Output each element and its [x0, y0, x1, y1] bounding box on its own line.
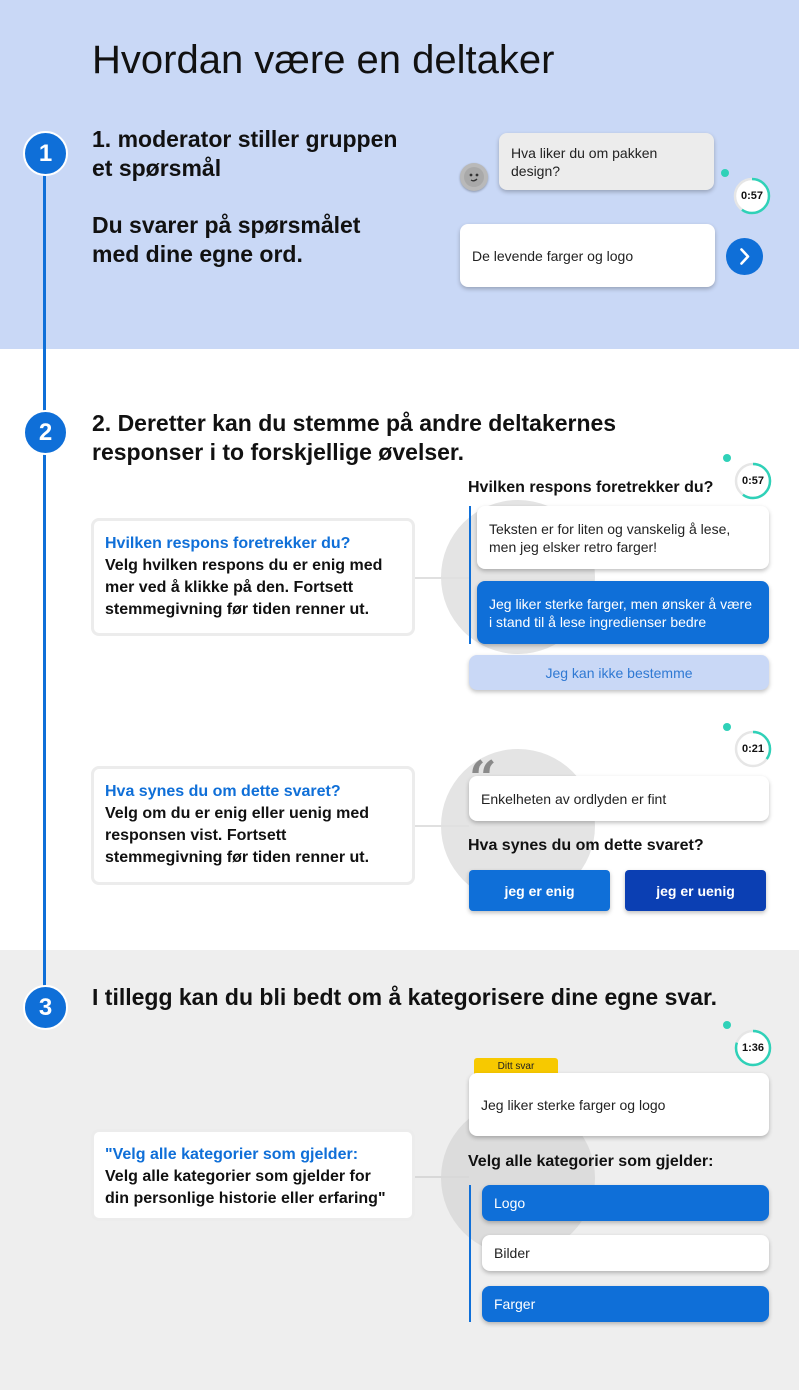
exercise-3-card-line2: din personlige historie eller erfaring" [105, 1190, 386, 1207]
moderator-question-line1: Hva liker du om pakken [511, 144, 658, 161]
connector-line [415, 825, 469, 827]
section-1-heading-line2: et spørsmål [92, 155, 222, 181]
send-button[interactable] [726, 238, 763, 275]
answer-input-text: De levende farger og logo [472, 247, 634, 264]
undecided-button[interactable]: Jeg kan ikke bestemme [469, 655, 769, 690]
response-option-2-line2: i stand til å lese ingredienser bedre [489, 613, 707, 630]
exercise-2-card [91, 766, 415, 885]
exercise-1-card-title: Hvilken respons foretrekker du? [105, 535, 351, 552]
options-bar [469, 506, 471, 644]
section-2-heading-line1: 2. Deretter kan du stemme på andre deltakernes [92, 410, 617, 436]
category-option-farger[interactable] [482, 1286, 769, 1322]
timer-dot [723, 723, 731, 731]
section-2-heading [92, 409, 616, 467]
exercise-1-card-line2: mer ved å klikke på den. Fortsett [105, 579, 354, 596]
own-answer-card [469, 1073, 769, 1136]
exercise-2-question: Hva synes du om dette svaret? [468, 837, 704, 854]
connector-line [415, 1176, 469, 1178]
timer-exercise-2 [734, 730, 772, 768]
exercise-1-card-line1: Velg hvilken respons du er enig med [105, 557, 383, 574]
connector-line [415, 577, 469, 579]
step-2-marker: 2 [23, 410, 68, 455]
exercise-2-card-title: Hva synes du om dette svaret? [105, 783, 341, 800]
category-option-logo[interactable] [482, 1185, 769, 1221]
timer-section-1 [733, 177, 771, 215]
exercise-3-card [91, 1129, 415, 1221]
category-label: Bilder [494, 1245, 530, 1261]
timer-exercise-2-label: 0:21 [741, 743, 765, 755]
exercise-1-card-line3: stemmegivning før tiden renner ut. [105, 601, 370, 618]
exercise-2-card-line1: Velg om du er enig eller uenig med [105, 805, 370, 822]
exercise-3-card-title: "Velg alle kategorier som gjelder: [105, 1146, 359, 1163]
timer-exercise-1-label: 0:57 [741, 475, 765, 487]
exercise-2-card-line2: responsen vist. Fortsett [105, 827, 287, 844]
step-1-marker: 1 [23, 131, 68, 176]
exercise-1-card [91, 518, 415, 636]
quoted-response [469, 776, 769, 821]
page-title: Hvordan være en deltaker [92, 38, 555, 82]
disagree-button[interactable]: jeg er uenig [625, 870, 766, 911]
section-1-heading [92, 125, 397, 183]
section-1-heading-line1: 1. moderator stiller gruppen [92, 126, 398, 152]
category-option-bilder[interactable] [482, 1235, 769, 1271]
timer-section-3-label: 1:36 [741, 1042, 765, 1054]
moderator-question-line2: design? [511, 162, 561, 179]
response-option-1-line2: men jeg elsker retro farger! [489, 538, 658, 555]
quoted-response-text: Enkelheten av ordlyden er fint [481, 790, 667, 807]
section-1-sub-line2: med dine egne ord. [92, 241, 303, 267]
exercise-2-card-line3: stemmegivning før tiden renner ut. [105, 849, 370, 866]
timer-dot [721, 169, 729, 177]
timer-section-1-label: 0:57 [740, 190, 764, 202]
response-option-2-line1: Jeg liker sterke farger, men ønsker å være [489, 595, 752, 612]
section-3-heading: I tillegg kan du bli bedt om å kategorisere dine egne svar. [92, 984, 718, 1010]
timer-dot [723, 1021, 731, 1029]
exercise-1-question: Hvilken respons foretrekker du? [468, 479, 714, 496]
chevron-right-icon [726, 238, 763, 275]
moderator-question-bubble [499, 133, 714, 190]
timer-section-3 [734, 1029, 772, 1067]
moderator-face-icon [460, 163, 488, 191]
answer-input[interactable] [460, 224, 715, 287]
response-option-2[interactable] [477, 581, 769, 644]
section-1-sub-line1: Du svarer på spørsmålet [92, 212, 361, 238]
section-2-heading-line2: responser i to forskjellige øvelser. [92, 439, 464, 465]
section-3-question: Velg alle kategorier som gjelder: [468, 1153, 714, 1170]
agree-button[interactable]: jeg er enig [469, 870, 610, 911]
timer-exercise-1 [734, 462, 772, 500]
section-1-subheading [92, 211, 360, 269]
step-3-marker: 3 [23, 985, 68, 1030]
response-option-1-line1: Teksten er for liten og vanskelig å lese, [489, 520, 731, 537]
category-label: Farger [494, 1296, 536, 1312]
timeline-line [43, 153, 46, 1007]
timer-dot [723, 454, 731, 462]
categories-bar [469, 1185, 471, 1322]
category-label: Logo [494, 1195, 526, 1211]
response-option-1[interactable] [477, 506, 769, 569]
own-answer-text: Jeg liker sterke farger og logo [481, 1096, 666, 1113]
exercise-3-card-line1: Velg alle kategorier som gjelder for [105, 1168, 371, 1185]
your-answer-tag: Ditt svar [474, 1058, 558, 1074]
